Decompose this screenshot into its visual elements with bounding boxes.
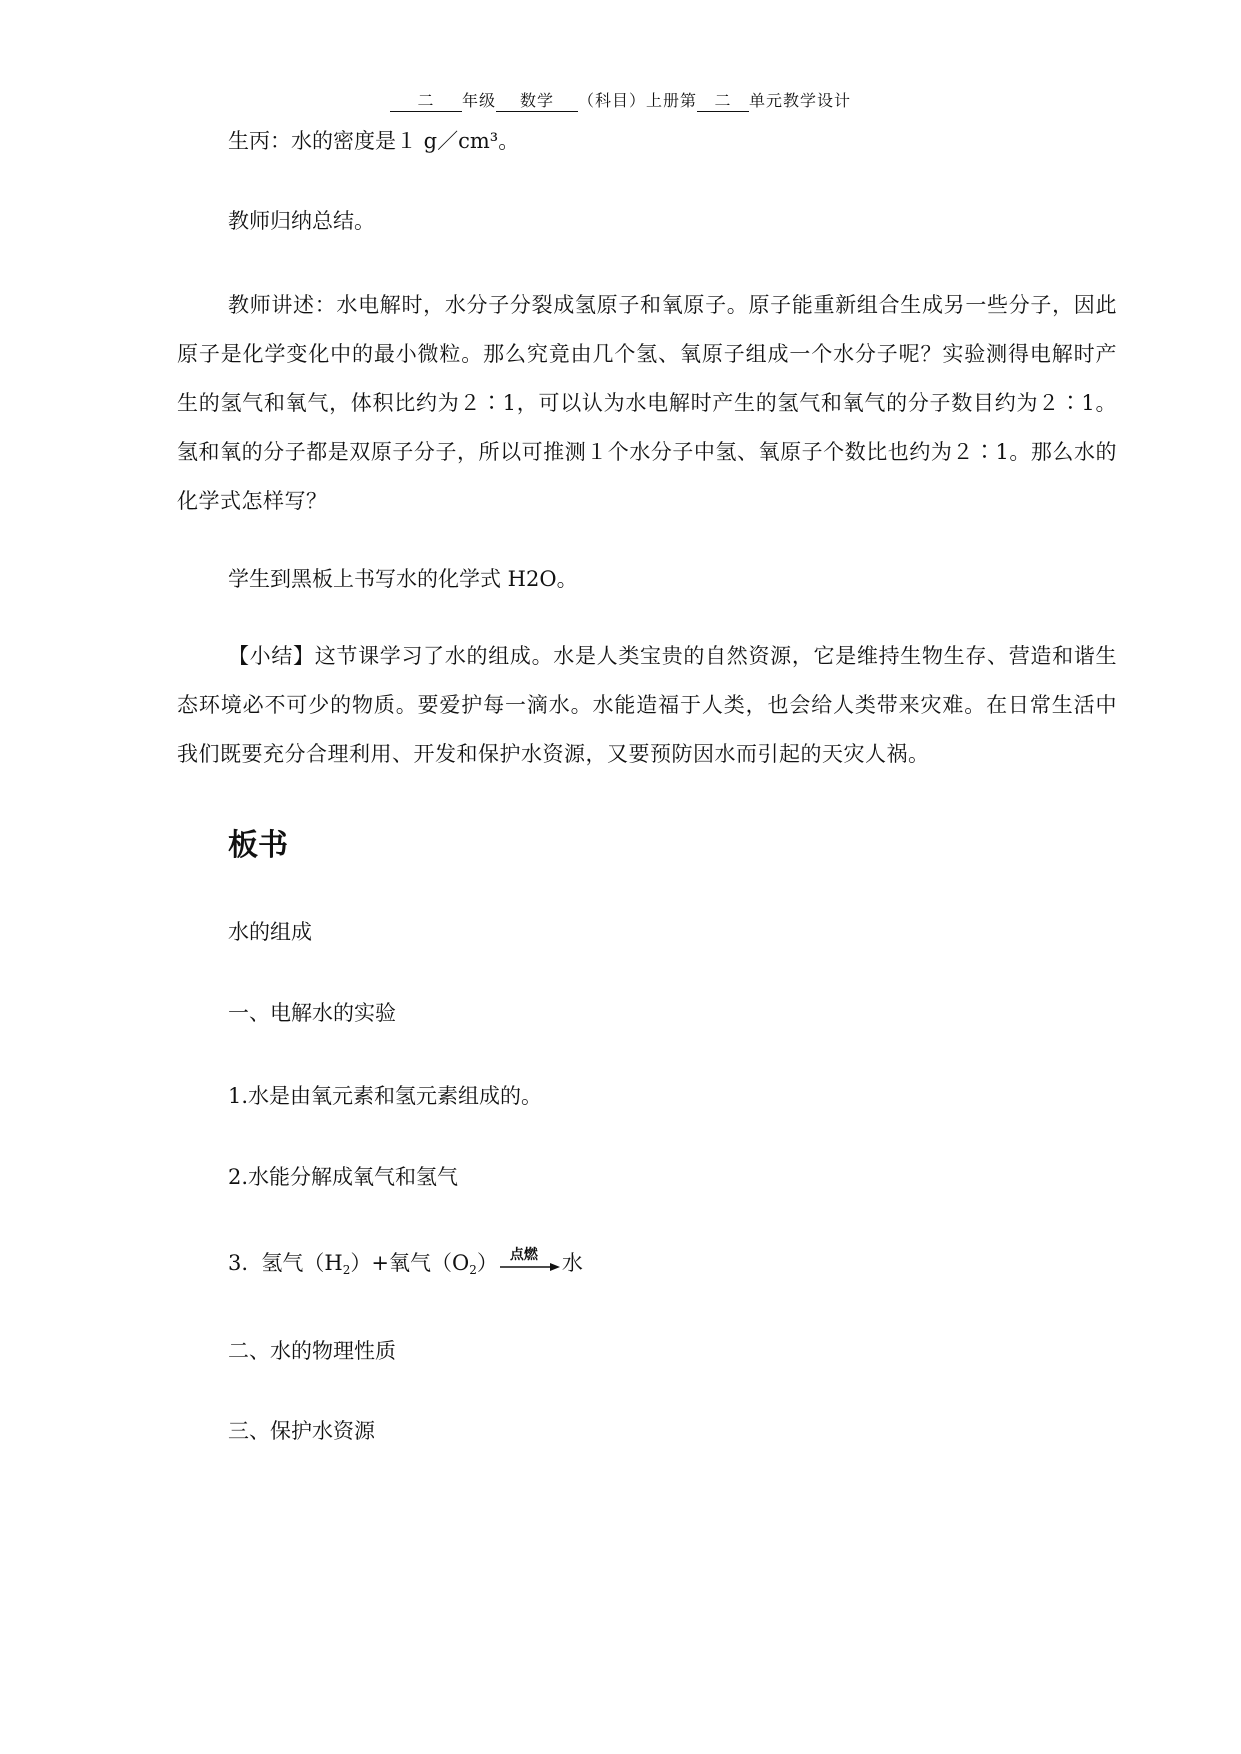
board-section-2: 二、水的物理性质 [228, 1339, 396, 1363]
summary-paragraph: 【小结】这节课学习了水的组成。水是人类宝贵的自然资源，它是维持生物生存、营造和谐生态环境必不可少的物质。要爱护每一滴水。水能造福于人类，也会给人类带来灾难。在日常生活中我们既要充分合理利用、开发和保护水资源，又要预防因水而引起的天灾人祸。 [177, 644, 1117, 766]
student-writes-formula: 学生到黑板上书写水的化学式 H2O。 [228, 567, 578, 591]
student-density-answer: 生丙：水的密度是１ g／cm³。 [228, 129, 520, 153]
header-subject: 数学 [496, 91, 578, 112]
page-header [0, 88, 1241, 112]
item-3-number: 3. [228, 1251, 249, 1275]
oxygen-subscript: 2 [469, 1263, 477, 1277]
reaction-arrow [498, 1246, 562, 1280]
water-product: 水 [561, 1251, 583, 1275]
board-item-3-equation [228, 1248, 583, 1285]
oxygen-label: ）+氧气（O [350, 1251, 470, 1275]
arrow-icon [498, 1262, 562, 1272]
hydrogen-subscript: 2 [342, 1263, 351, 1277]
board-section-3: 三、保护水资源 [228, 1419, 375, 1443]
header-unit-suffix: 单元教学设计 [749, 91, 852, 110]
header-grade-suffix: 年级 [461, 91, 496, 110]
header-subject-suffix: （科目）上册第 [577, 91, 697, 110]
board-item-2: 2.水能分解成氧气和氢气 [228, 1165, 459, 1189]
board-item-1: 1.水是由氧元素和氢元素组成的。 [228, 1084, 543, 1108]
board-heading: 板书 [228, 828, 288, 863]
ignite-condition-label: 点燃 [509, 1246, 538, 1263]
header-grade: 二 [390, 91, 462, 112]
hydrogen-label: 氢气（H [261, 1251, 343, 1275]
equation-close-paren: ） [476, 1251, 498, 1275]
board-section-1: 一、电解水的实验 [228, 1001, 396, 1025]
teacher-summary-line: 教师归纳总结。 [228, 209, 375, 233]
board-title: 水的组成 [228, 920, 312, 944]
teacher-explanation-paragraph: 教师讲述：水电解时，水分子分裂成氢原子和氧原子。原子能重新组合生成另一些分子，因此原子是化学变化中的最小微粒。那么究竟由几个氢、氧原子组成一个水分子呢？实验测得电解时产生的氢气和氧气，体积比约为２∶1，可以认为水电解时产生的氢气和氧气的分子数目约为２∶1。氢和氧的分子都是双原子分子，所以可推测１个水分子中氢、氧原子个数比也约为２∶1。那么水的化学式怎样写？ [177, 293, 1117, 513]
header-unit: 二 [697, 91, 749, 112]
